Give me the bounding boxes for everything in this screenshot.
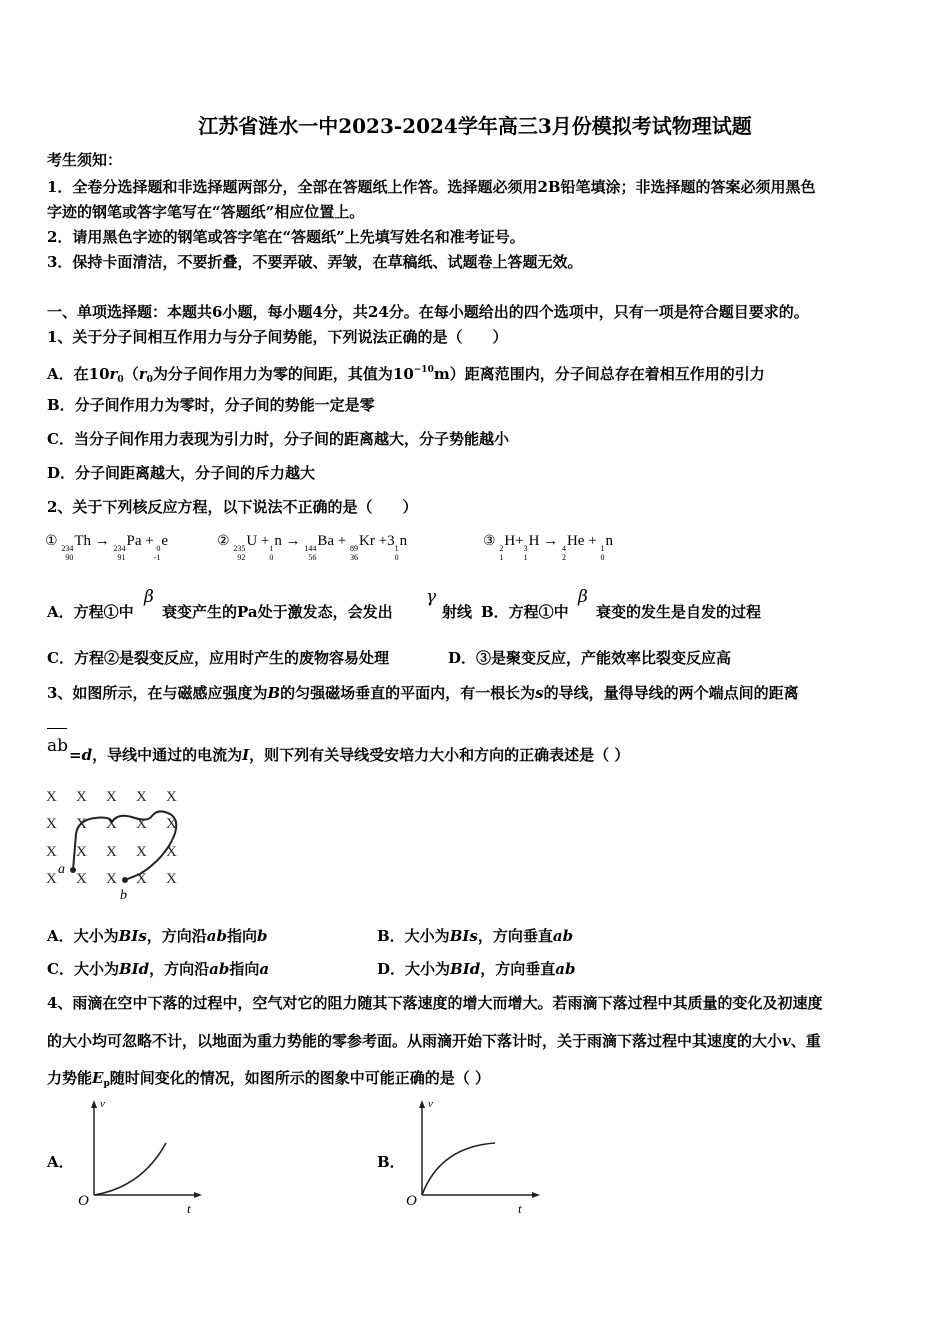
q4-label-a: A． <box>47 1153 74 1171</box>
notice-item-3: 3．保持卡面清洁，不要折叠，不要弄破、弄皱，在草稿纸、试题卷上答题无效。 <box>47 253 583 271</box>
label-a: a <box>58 862 65 877</box>
e-iso <box>154 544 161 562</box>
q3-b-mid: ，方向垂直 <box>477 927 553 945</box>
q1-option-a <box>47 360 765 390</box>
notice-item-1-cont: 字迹的钢笔或答字笔写在“答题纸”相应位置上。 <box>47 203 365 221</box>
n-iso-1 <box>269 544 273 562</box>
field-x-grid <box>46 789 177 887</box>
q2-equation-3 <box>483 530 613 562</box>
graph-b-v-arrow <box>419 1100 425 1108</box>
eq1-label: ① <box>45 534 58 549</box>
kr-mass: 89 <box>350 544 359 553</box>
q3-line2-mid: ，导线中通过的电流为 <box>92 746 243 764</box>
n-iso-2 <box>395 544 399 562</box>
h2-mass: 2 <box>499 544 504 553</box>
wire-curve <box>73 811 176 880</box>
q3-a-pre: A．大小为 <box>47 927 119 945</box>
q4-label-b: B． <box>377 1153 405 1171</box>
ba-symbol: Ba <box>317 533 335 549</box>
q4-stem-line2 <box>47 1031 821 1051</box>
q3-option-c <box>47 959 269 979</box>
th-mass: 234 <box>61 544 74 553</box>
ba-atomic: 56 <box>308 553 317 562</box>
eq3-label: ③ <box>483 534 496 549</box>
q2-option-d: D．③是聚变反应，产能效率比裂变反应高 <box>448 649 732 667</box>
q3-d: d <box>81 746 93 764</box>
page-title: 江苏省涟水一中2023-2024学年高三3月份模拟考试物理试题 <box>198 114 752 138</box>
q1-a-sub2: 0 <box>146 375 153 385</box>
n-mass-3: 1 <box>600 544 605 553</box>
q3-c-val: BId <box>118 960 150 978</box>
q3-a-end: b <box>257 927 268 945</box>
pa-symbol: Pa <box>126 533 142 549</box>
q3-b-ab: ab <box>552 927 574 945</box>
q3-c-mid: ，方向沿 <box>149 960 210 978</box>
q4-Ep-sub: p <box>103 1079 110 1089</box>
field-x-mark: X <box>166 816 177 832</box>
eq2-plus-1: + <box>260 533 270 549</box>
n-mass-1: 1 <box>269 544 274 553</box>
pa-iso <box>113 544 125 562</box>
q3-I: I <box>242 746 250 764</box>
n-iso-3 <box>600 544 604 562</box>
graph-a <box>72 1095 212 1220</box>
graph-b-v-label: v <box>428 1098 433 1110</box>
n-symbol-2: n <box>399 533 408 549</box>
n-atomic-2: 0 <box>394 553 399 562</box>
q1-a-paren: （ <box>123 365 139 383</box>
beta-symbol-a: β <box>144 587 154 607</box>
kr-atomic: 36 <box>350 553 359 562</box>
n-symbol-3: n <box>605 533 613 549</box>
notice-heading: 考生须知： <box>47 151 123 169</box>
point-a <box>70 867 76 873</box>
field-x-mark: X <box>76 871 87 887</box>
field-x-mark: X <box>46 816 57 832</box>
n-symbol-1: n <box>274 533 282 549</box>
q3-c-post: 指向 <box>229 960 260 978</box>
e-atomic: -1 <box>153 553 161 562</box>
kr-symbol: Kr <box>359 533 375 549</box>
q3-eq-sign: = <box>69 746 82 764</box>
graph-a-t-label: t <box>187 1201 191 1216</box>
graph-b-t-arrow <box>532 1192 540 1198</box>
e-symbol: e <box>161 533 169 549</box>
h3-mass: 3 <box>523 544 528 553</box>
eq1-plus: + <box>145 533 154 549</box>
pa-mass: 234 <box>113 544 126 553</box>
q1-a-exp: −10 <box>413 365 434 375</box>
th-symbol: Th <box>74 533 91 549</box>
h3-symbol: H <box>528 533 540 549</box>
he-mass: 4 <box>561 544 566 553</box>
field-x-mark: X <box>136 789 147 805</box>
field-x-mark: X <box>166 844 177 860</box>
gamma-symbol: γ <box>426 587 437 607</box>
q3-stem-line2 <box>69 745 629 765</box>
q1-a-sub: 0 <box>117 375 124 385</box>
q2-option-b-post: 衰变的发生是自发的过程 <box>596 603 762 621</box>
q1-option-b: B．分子间作用力为零时，分子间的势能一定是零 <box>47 396 375 414</box>
q2-option-a-mid: 衰变产生的Pa处于激发态，会发出 <box>162 603 393 621</box>
q3-a-ab: ab <box>206 927 228 945</box>
e-mass: 0 <box>156 544 161 553</box>
q4-line2-post: 、重 <box>790 1032 821 1050</box>
q3-b-pre: B．大小为 <box>377 927 450 945</box>
label-b: b <box>120 888 127 903</box>
field-x-mark: X <box>46 789 57 805</box>
graph-a-v-label: v <box>100 1098 105 1110</box>
q4-stem-line3 <box>47 1068 490 1094</box>
field-x-mark: X <box>76 789 87 805</box>
graph-b-curve <box>422 1143 495 1195</box>
field-x-mark: X <box>106 844 117 860</box>
n-coefficient: 3 <box>387 533 395 549</box>
q3-c-pre: C．大小为 <box>47 960 119 978</box>
q3-c-end: a <box>259 960 270 978</box>
field-x-mark: X <box>136 816 147 832</box>
q3-stem-line1 <box>47 683 799 703</box>
q3-s: s <box>535 684 544 702</box>
he-iso <box>562 544 566 562</box>
q3-d-val: BId <box>450 960 481 978</box>
q2-equation-1 <box>45 530 168 562</box>
field-x-mark: X <box>106 871 117 887</box>
field-x-mark: X <box>46 871 57 887</box>
eq2-plus-2: + <box>337 533 347 549</box>
q2-option-b-pre: B．方程①中 <box>481 603 569 621</box>
section-heading: 一、单项选择题：本题共6小题，每小题4分，共24分。在每小题给出的四个选项中，只有一项是符合题目要求的。 <box>47 303 809 321</box>
u-symbol: U <box>246 533 258 549</box>
q1-option-d: D．分子间距离越大，分子间的斥力越大 <box>47 464 316 482</box>
q3-line2-post: ，则下列有关导线受安培力大小和方向的正确表述是（ ） <box>249 746 630 764</box>
eq3-plus-2: + <box>588 533 597 549</box>
field-x-mark: X <box>166 871 177 887</box>
q3-d-ab: ab <box>555 960 576 978</box>
eq2-arrow: → <box>285 533 301 549</box>
q4-line2-pre: 的大小均可忽略不计，以地面为重力势能的零参考面。从雨滴开始下落计时，关于雨滴下落过程中其速度的大小 <box>47 1032 783 1050</box>
q4-line3-post: 随时间变化的情况，如图所示的图象中可能正确的是（ ） <box>109 1069 490 1087</box>
q2-option-a-pre: A．方程①中 <box>47 603 134 621</box>
q2-option-a-post: 射线 <box>442 603 473 621</box>
beta-symbol-b: β <box>578 587 588 607</box>
eq3-plus-1: + <box>515 533 524 549</box>
field-x-mark: X <box>136 871 147 887</box>
q3-stem-mid: 的匀强磁场垂直的平面内，有一根长为 <box>280 684 536 702</box>
q3-a-val: BIs <box>118 927 147 945</box>
q1-a-post: m）距离范围内，分子间总存在着相互作用的引力 <box>433 365 765 383</box>
q3-option-d <box>377 959 575 979</box>
eq1-arrow: → <box>94 533 110 549</box>
n-atomic-3: 0 <box>600 553 605 562</box>
h2-atomic: 1 <box>499 553 504 562</box>
pa-atomic: 91 <box>117 553 126 562</box>
n-atomic-1: 0 <box>269 553 274 562</box>
q2-equation-2 <box>217 530 407 562</box>
th-atomic: 90 <box>65 553 74 562</box>
graph-a-t-arrow <box>194 1192 202 1198</box>
q4-line3-pre: 力势能 <box>47 1069 93 1087</box>
q1-a-r: r <box>109 365 118 383</box>
q4-stem-line1: 4、雨滴在空中下落的过程中，空气对它的阻力随其下落速度的增大而增大。若雨滴下落过程中其质量的变化及初速度 <box>47 994 823 1012</box>
h2-symbol: H <box>504 533 516 549</box>
field-x-mark: X <box>76 816 87 832</box>
field-x-mark: X <box>136 844 147 860</box>
he-symbol: He <box>566 533 585 549</box>
q3-stem-pre: 3、如图所示，在与磁感应强度为 <box>47 684 268 702</box>
th-iso <box>61 544 73 562</box>
ab-overline <box>47 728 67 729</box>
h3-iso <box>524 544 528 562</box>
q3-option-a <box>47 926 268 946</box>
point-b <box>122 877 128 883</box>
u-iso <box>233 544 245 562</box>
eq3-arrow: → <box>543 533 559 549</box>
q3-c-ab: ab <box>209 960 230 978</box>
field-x-mark: X <box>46 844 57 860</box>
q1-a-text: A．在10 <box>47 365 110 383</box>
u-mass: 235 <box>233 544 246 553</box>
eq2-plus-3: + <box>378 533 388 549</box>
ba-mass: 144 <box>304 544 317 553</box>
kr-iso <box>350 544 358 562</box>
q2-option-c: C．方程②是裂变反应，应用时产生的废物容易处理 <box>47 649 389 667</box>
field-x-mark: X <box>166 789 177 805</box>
q3-option-b <box>377 926 573 946</box>
h3-atomic: 1 <box>523 553 528 562</box>
graph-a-origin: O <box>78 1193 89 1209</box>
q3-d-pre: D．大小为 <box>377 960 451 978</box>
graph-a-v-arrow <box>91 1100 97 1108</box>
q3-a-mid: ，方向沿 <box>146 927 207 945</box>
q3-b-val: BIs <box>449 927 478 945</box>
q4-Ep: E <box>92 1069 104 1087</box>
q2-stem: 2、关于下列核反应方程，以下说法不正确的是（ ） <box>47 498 418 516</box>
magnetic-field-figure <box>40 782 200 908</box>
q1-a-mid: 为分子间作用力为零的间距，其值为10 <box>152 365 414 383</box>
q3-ab-vector: ab <box>47 736 69 756</box>
notice-item-2: 2．请用黑色字迹的钢笔或答字笔在“答题纸”上先填写姓名和准考证号。 <box>47 228 525 246</box>
q3-B: B <box>267 684 281 702</box>
q3-stem-post: 的导线，量得导线的两个端点间的距离 <box>543 684 799 702</box>
q1-option-c: C．当分子间作用力表现为引力时，分子间的距离越大，分子势能越小 <box>47 430 509 448</box>
graph-b <box>400 1095 550 1220</box>
q3-a-post: 指向 <box>227 927 258 945</box>
q1-stem: 1、关于分子间相互作用力与分子间势能，下列说法正确的是（ ） <box>47 328 508 346</box>
graph-a-curve <box>94 1143 166 1195</box>
q1-a-r2: r <box>138 365 147 383</box>
q4-v: v <box>782 1032 791 1050</box>
graph-b-t-label: t <box>518 1201 522 1216</box>
ba-iso <box>304 544 316 562</box>
graph-b-origin: O <box>406 1193 417 1209</box>
u-atomic: 92 <box>237 553 246 562</box>
field-x-mark: X <box>106 789 117 805</box>
n-mass-2: 1 <box>394 544 399 553</box>
q3-d-mid: ，方向垂直 <box>480 960 556 978</box>
field-x-mark: X <box>76 844 87 860</box>
field-x-mark: X <box>106 816 117 832</box>
he-atomic: 2 <box>561 553 566 562</box>
h2-iso <box>499 544 503 562</box>
eq2-label: ② <box>217 534 230 549</box>
notice-item-1: 1．全卷分选择题和非选择题两部分，全部在答题纸上作答。选择题必须用2B铅笔填涂；非选择题的答案必须用黑色 <box>47 178 816 196</box>
